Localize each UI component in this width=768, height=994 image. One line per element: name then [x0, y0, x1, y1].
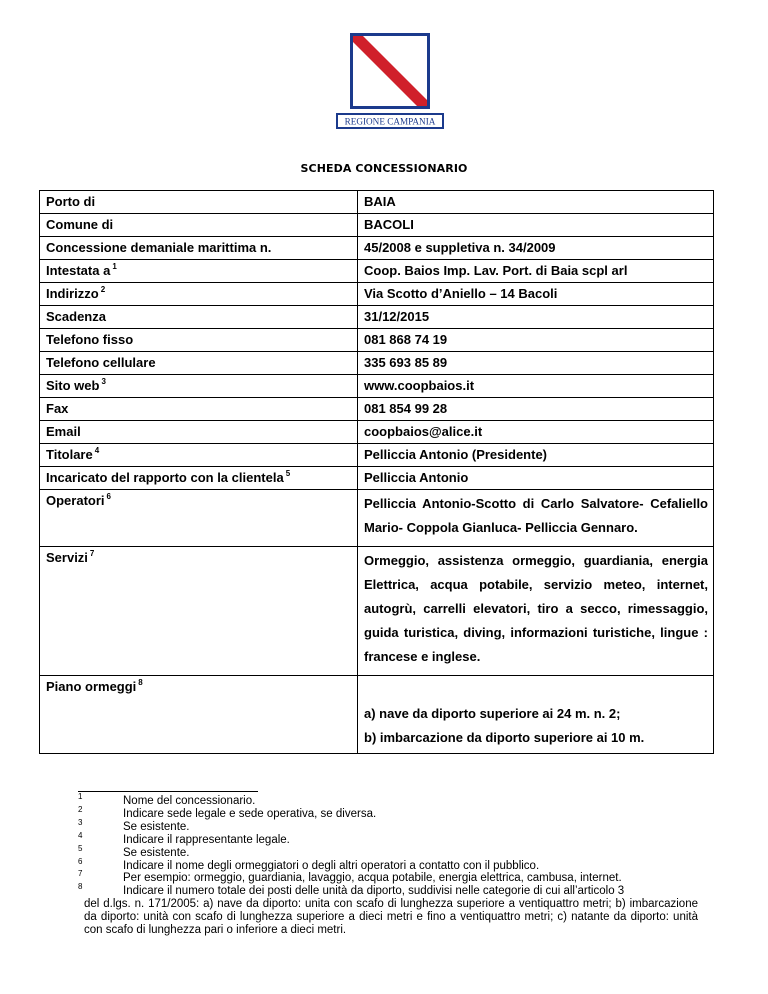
field-value: 335 693 85 89 — [364, 355, 448, 370]
footnote — [78, 882, 698, 937]
table-row — [40, 444, 714, 467]
footnote — [78, 792, 698, 808]
field-value-cell — [358, 260, 714, 283]
field-label-cell — [40, 214, 358, 237]
field-label-cell — [40, 547, 358, 676]
table-row — [40, 490, 714, 547]
field-label: Concessione demaniale marittima n. — [46, 240, 272, 255]
footnote — [78, 843, 698, 860]
field-value: Coop. Baios Imp. Lav. Port. di Baia scpl arl — [364, 263, 628, 278]
field-value-cell — [358, 398, 714, 421]
piano-line: b) imbarcazione da diporto superiore ai 10 m. — [364, 730, 645, 745]
footnote-separator — [78, 791, 258, 792]
footnote-ref: 8 — [138, 678, 143, 687]
table-row — [40, 260, 714, 283]
field-label-cell — [40, 467, 358, 490]
table-row — [40, 329, 714, 352]
field-label-cell — [40, 237, 358, 260]
table-row — [40, 421, 714, 444]
footnote-number: 3 — [78, 817, 83, 827]
field-value-cell — [358, 421, 714, 444]
footnote-text: Indicare il nome degli ormeggiatori o degli altri operatori a contatto con il pubblico. — [123, 859, 540, 872]
field-label-cell — [40, 191, 358, 214]
field-value: Pelliccia Antonio — [364, 470, 469, 485]
field-label-cell — [40, 676, 358, 754]
field-label: Servizi — [46, 550, 88, 565]
footnote — [78, 856, 698, 873]
field-value: www.coopbaios.it — [364, 378, 475, 393]
field-value: 31/12/2015 — [364, 309, 430, 324]
field-value: 081 868 74 19 — [364, 332, 448, 347]
table-row — [40, 398, 714, 421]
field-label: Piano ormeggi — [46, 679, 137, 694]
field-label: Porto di — [46, 194, 96, 209]
field-label: Operatori — [46, 493, 105, 508]
field-label-cell — [40, 352, 358, 375]
footnote — [78, 817, 698, 834]
footnote-number: 8 — [78, 882, 83, 892]
footnote — [78, 830, 698, 847]
field-value-cell — [358, 352, 714, 375]
field-label-cell — [40, 283, 358, 306]
footnote-text: Nome del concessionario. — [123, 795, 256, 807]
field-label: Fax — [46, 401, 69, 416]
table-row — [40, 214, 714, 237]
field-value: Pelliccia Antonio (Presidente) — [364, 447, 548, 462]
logo-text: REGIONE CAMPANIA — [344, 116, 436, 127]
field-value: BAIA — [364, 194, 396, 209]
field-label: Incaricato del rapporto con la clientela — [46, 470, 284, 485]
field-label: Telefono cellulare — [46, 355, 156, 370]
field-label-cell — [40, 260, 358, 283]
footnote-number: 2 — [78, 804, 83, 814]
field-label-cell — [40, 329, 358, 352]
field-value-cell — [358, 547, 714, 676]
field-value-cell — [358, 375, 714, 398]
field-value-cell — [358, 237, 714, 260]
field-value-cell — [358, 306, 714, 329]
footnote-number: 1 — [78, 792, 83, 801]
footnote-text: Indicare sede legale e sede operativa, se diversa. — [123, 807, 377, 820]
field-value: 45/2008 e suppletiva n. 34/2009 — [364, 240, 556, 255]
footnote-number: 6 — [78, 856, 83, 866]
field-label-cell — [40, 490, 358, 547]
footnote-text: Se esistente. — [123, 820, 190, 833]
page-title: SCHEDA CONCESSIONARIO — [300, 162, 468, 175]
field-value: BACOLI — [364, 217, 414, 232]
field-label: Indirizzo — [46, 286, 99, 301]
table-row — [40, 467, 714, 490]
field-value-cell — [358, 329, 714, 352]
field-label: Email — [46, 424, 81, 439]
table-row — [40, 191, 714, 214]
concessionario-table — [39, 190, 714, 754]
footnote-ref: 2 — [100, 285, 106, 294]
table-row — [40, 283, 714, 306]
footnote-number: 7 — [78, 869, 83, 879]
field-value-cell — [358, 283, 714, 306]
footnote-ref: 1 — [112, 262, 117, 271]
regione-campania-logo — [336, 33, 444, 133]
field-label-cell — [40, 421, 358, 444]
field-label: Telefono fisso — [46, 332, 134, 347]
footnote-text: Per esempio: ormeggio, guardiania, lavaggio, acqua potabile, energia elettrica, cambusa, internet. — [123, 872, 622, 885]
table-row — [40, 676, 714, 754]
footnote — [78, 804, 698, 821]
field-value: 081 854 99 28 — [364, 401, 448, 416]
field-label: Titolare — [46, 447, 93, 462]
field-value-cell — [358, 191, 714, 214]
footnotes — [78, 792, 698, 937]
field-value-cell — [358, 676, 714, 754]
field-label: Sito web — [46, 378, 100, 393]
field-label-cell — [40, 444, 358, 467]
field-label: Scadenza — [46, 309, 106, 324]
footnote-text-continued: del d.lgs. n. 171/2005: a) nave da diporto: unita con scafo di lunghezza superiore a ventiquattro metri; b) imbarcazione da diporto: unità con scafo di lunghezza superiore a dieci metri e fino a ventiquattro metri; c) natante da diporto: unità con scafo di lunghezza pari o inferiore a dieci metri. — [84, 898, 698, 937]
footnote-ref: 7 — [89, 549, 95, 558]
field-label: Comune di — [46, 217, 114, 232]
table-row — [40, 306, 714, 329]
table-row — [40, 375, 714, 398]
field-value-cell — [358, 444, 714, 467]
footnote-text: Se esistente. — [123, 846, 190, 859]
footnote-number: 5 — [78, 843, 83, 853]
table-row — [40, 237, 714, 260]
footnote-number: 4 — [78, 830, 83, 840]
field-value-cell — [358, 467, 714, 490]
field-value: Via Scotto d’Aniello – 14 Bacoli — [364, 286, 558, 301]
field-label-cell — [40, 375, 358, 398]
footnote-ref: 4 — [94, 446, 100, 455]
field-value: Pelliccia Antonio-Scotto di Carlo Salvatore- Cefaliello Mario- Coppola Gianluca- Pelliccia Gennaro. — [364, 496, 708, 535]
footnote — [78, 869, 698, 885]
footnote-text: Indicare il numero totale dei posti delle unità da diporto, suddivisi nelle categorie di cui all’articolo 3 — [123, 885, 625, 898]
footnote-text: Indicare il rappresentante legale. — [123, 833, 290, 846]
field-label-cell — [40, 306, 358, 329]
table-row — [40, 547, 714, 676]
piano-line: a) nave da diporto superiore ai 24 m. n. 2; — [364, 706, 621, 721]
field-value: Ormeggio, assistenza ormeggio, guardiania, energia Elettrica, acqua potabile, servizio meteo, internet, autogrù, carrelli elevatori, tiro a secco, rimessaggio, guida turistica, diving, informazioni turistiche, lingue : francese e inglese. — [364, 553, 708, 664]
footnote-ref: 5 — [285, 469, 291, 478]
field-value-cell — [358, 214, 714, 237]
field-value: coopbaios@alice.it — [364, 424, 483, 439]
field-value-cell — [358, 490, 714, 547]
table-row — [40, 352, 714, 375]
field-label-cell — [40, 398, 358, 421]
footnote-ref: 6 — [106, 492, 111, 501]
footnote-ref: 3 — [101, 377, 106, 386]
field-label: Intestata a — [46, 263, 111, 278]
